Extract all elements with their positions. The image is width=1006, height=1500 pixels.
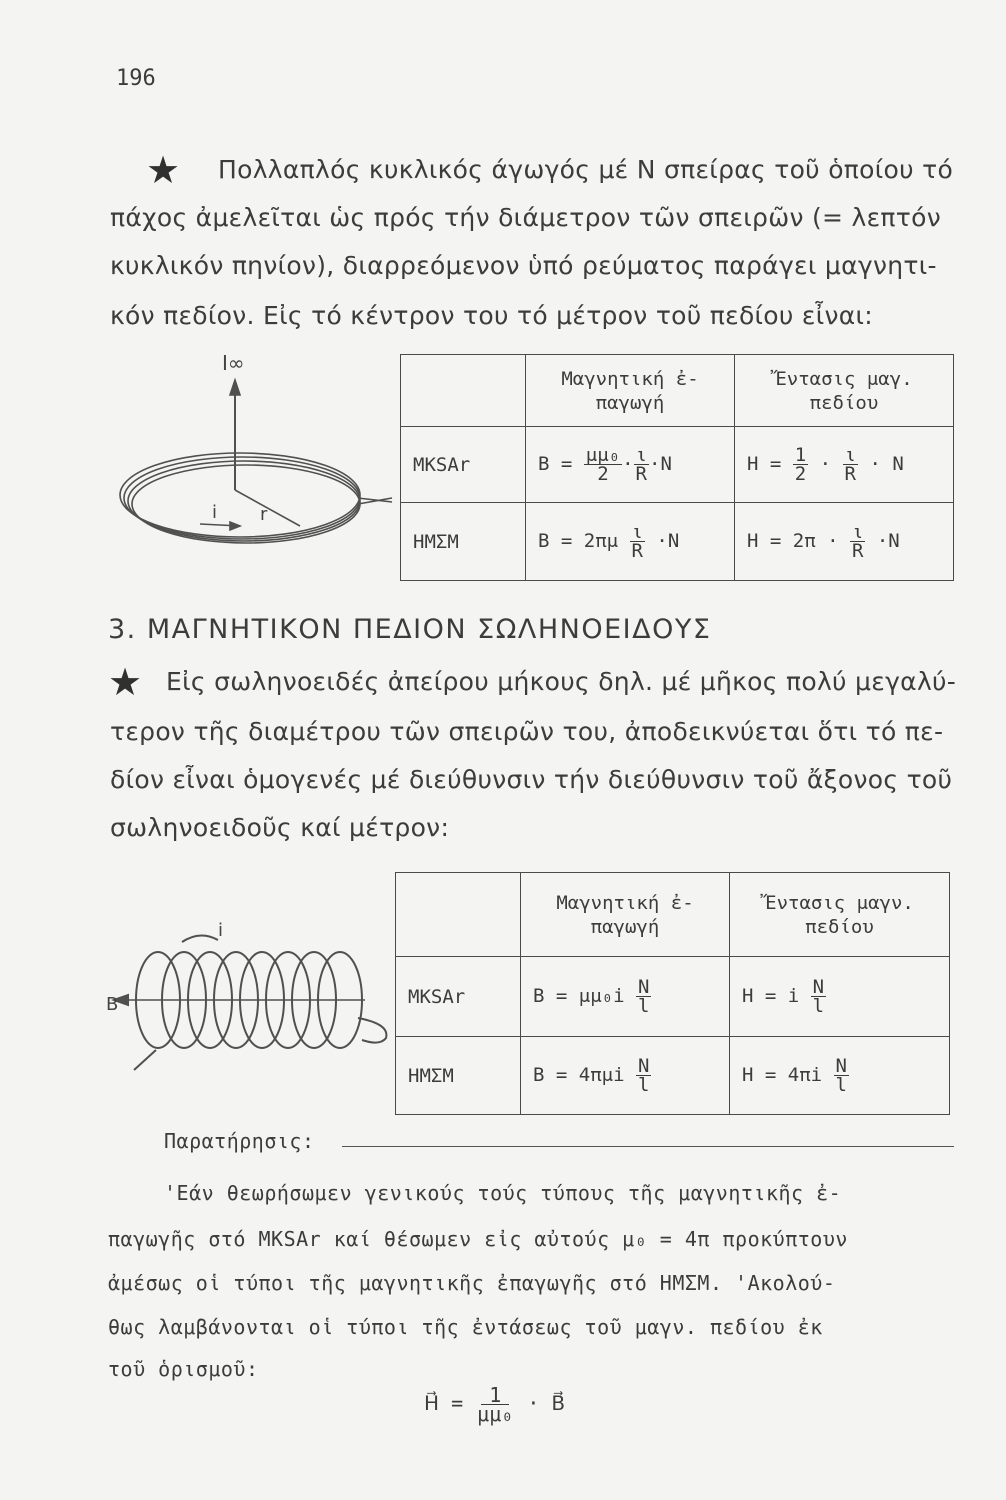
- section2-line-1: Εἰς σωληνοειδές ἀπείρου μήκους δηλ. μέ μῆκος πολύ μεγαλύ-: [166, 667, 957, 696]
- table-corner-cell: [401, 355, 526, 427]
- page-number: 196: [116, 66, 156, 91]
- unit-system-label: ΗΜΣΜ: [396, 1037, 521, 1115]
- coil-loop: [124, 457, 360, 539]
- remark-line-1: 'Εάν θεωρήσωμεν γενικούς τούς τύπους τῆς μαγνητικῆς ἐ-: [164, 1181, 842, 1205]
- h-formula: H = $\frac{1}{2}$ · $\frac{\iota}{R}$ · N: [735, 427, 954, 503]
- table-header-row: [396, 873, 950, 957]
- current-arrow: [182, 935, 218, 942]
- section1-line-2: πάχος ἀμελεῖται ὡς πρός τήν διάμετρον τῶν σπειρῶν (= λεπτόν: [110, 203, 941, 232]
- table-header-row: [401, 355, 954, 427]
- infinity-label: I∞: [222, 351, 245, 375]
- coil-loop: [132, 465, 360, 543]
- h-formula: H = 4πi $\frac{N}{l}$: [730, 1037, 950, 1115]
- table-row: [401, 503, 954, 581]
- coil-loop: [128, 461, 360, 541]
- table-row: [396, 957, 950, 1037]
- b-field-label: B: [106, 994, 119, 1015]
- b-formula: B = $\frac{\text{μμ₀}}{2}$ · $\frac{\iota}{R}$ ·N: [526, 427, 735, 503]
- remark-line-3: ἀμέσως οἱ τύποι τῆς μαγνητικῆς ἐπαγωγῆς στό ΗΜΣΜ. 'Ακολού-: [108, 1271, 836, 1295]
- remark-title: Παρατήρησις:: [164, 1129, 315, 1153]
- current-label: i: [212, 502, 218, 523]
- header-field-intensity: Ἔντασις μαγν. πεδίου: [730, 873, 950, 957]
- radius-line: [235, 490, 300, 526]
- h-formula: H = 2π · $\frac{\iota}{R}$ ·N: [735, 503, 954, 581]
- section2-line-4: σωληνοειδοῦς καί μέτρον:: [110, 813, 450, 842]
- section2-line-2: τερον τῆς διαμέτρου τῶν σπειρῶν του, ἀποδεικνύεται ὅτι τό πε-: [110, 717, 944, 746]
- header-magnetic-induction: Μαγνητική ἐ- παγωγή: [526, 355, 735, 427]
- section-heading: 3. ΜΑΓΝΗΤΙΚΟΝ ΠΕΔΙΟΝ ΣΩΛΗΝΟΕΙΔΟΥΣ: [108, 614, 712, 645]
- section2-line-3: δίον εἶναι ὁμογενές μέ διεύθυνσιν τήν διεύθυνσιν τοῦ ἄξονος τοῦ: [110, 765, 953, 794]
- unit-system-label: ΗΜΣΜ: [401, 503, 526, 581]
- field-arrow-head: [230, 380, 240, 395]
- circular-coil-figure: [100, 340, 400, 550]
- header-magnetic-induction: Μαγνητική ἐ- παγωγή: [521, 873, 730, 957]
- header-field-intensity: Ἔντασις μαγ. πεδίου: [735, 355, 954, 427]
- star-bullet: ★: [146, 148, 181, 192]
- b-formula: B = μμ₀i $\frac{N}{l}$: [521, 957, 730, 1037]
- coil-formula-table: [400, 354, 954, 581]
- current-arrow-head: [230, 522, 240, 530]
- star-bullet: ★: [108, 660, 143, 704]
- field-definition-formula: H⃗ = $\frac{1}{\text{μμ₀}}$ · B⃗: [424, 1383, 566, 1426]
- section1-line-3: κυκλικόν πηνίον), διαρρεόμενον ὑπό ρεύματος παράγει μαγνητι-: [110, 251, 937, 280]
- unit-system-label: MKSAr: [401, 427, 526, 503]
- remark-line-2: παγωγῆς στό MKSAr καί θέσωμεν εἰς αὐτούς μ₀ = 4π προκύπτουν: [108, 1227, 848, 1251]
- remark-line-4: θως λαμβάνονται οἱ τύποι τῆς ἐντάσεως τοῦ μαγν. πεδίου ἐκ: [108, 1315, 823, 1339]
- unit-system-label: MKSAr: [396, 957, 521, 1037]
- solenoid-lead: [134, 1050, 156, 1070]
- table-corner-cell: [396, 873, 521, 957]
- h-formula: H = i $\frac{N}{l}$: [730, 957, 950, 1037]
- b-formula: B = 2πμ $\frac{\iota}{R}$ ·N: [526, 503, 735, 581]
- table-row: [396, 1037, 950, 1115]
- solenoid-formula-table: [395, 872, 950, 1115]
- radius-label: r: [260, 504, 268, 525]
- section1-line-4: κόν πεδίον. Εἰς τό κέντρον του τό μέτρον τοῦ πεδίου εἶναι:: [110, 301, 874, 330]
- remark-line-5: τοῦ ὁρισμοῦ:: [108, 1357, 259, 1381]
- section1-line-1: Πολλαπλός κυκλικός άγωγός μέ Ν σπείρας τοῦ ὁποίου τό: [218, 155, 954, 184]
- b-formula: B = 4πμi $\frac{N}{l}$: [521, 1037, 730, 1115]
- table-row: [401, 427, 954, 503]
- current-label: i: [218, 920, 224, 941]
- remark-underline: [342, 1146, 954, 1147]
- solenoid-figure: [100, 900, 400, 1080]
- solenoid-lead: [358, 1018, 386, 1043]
